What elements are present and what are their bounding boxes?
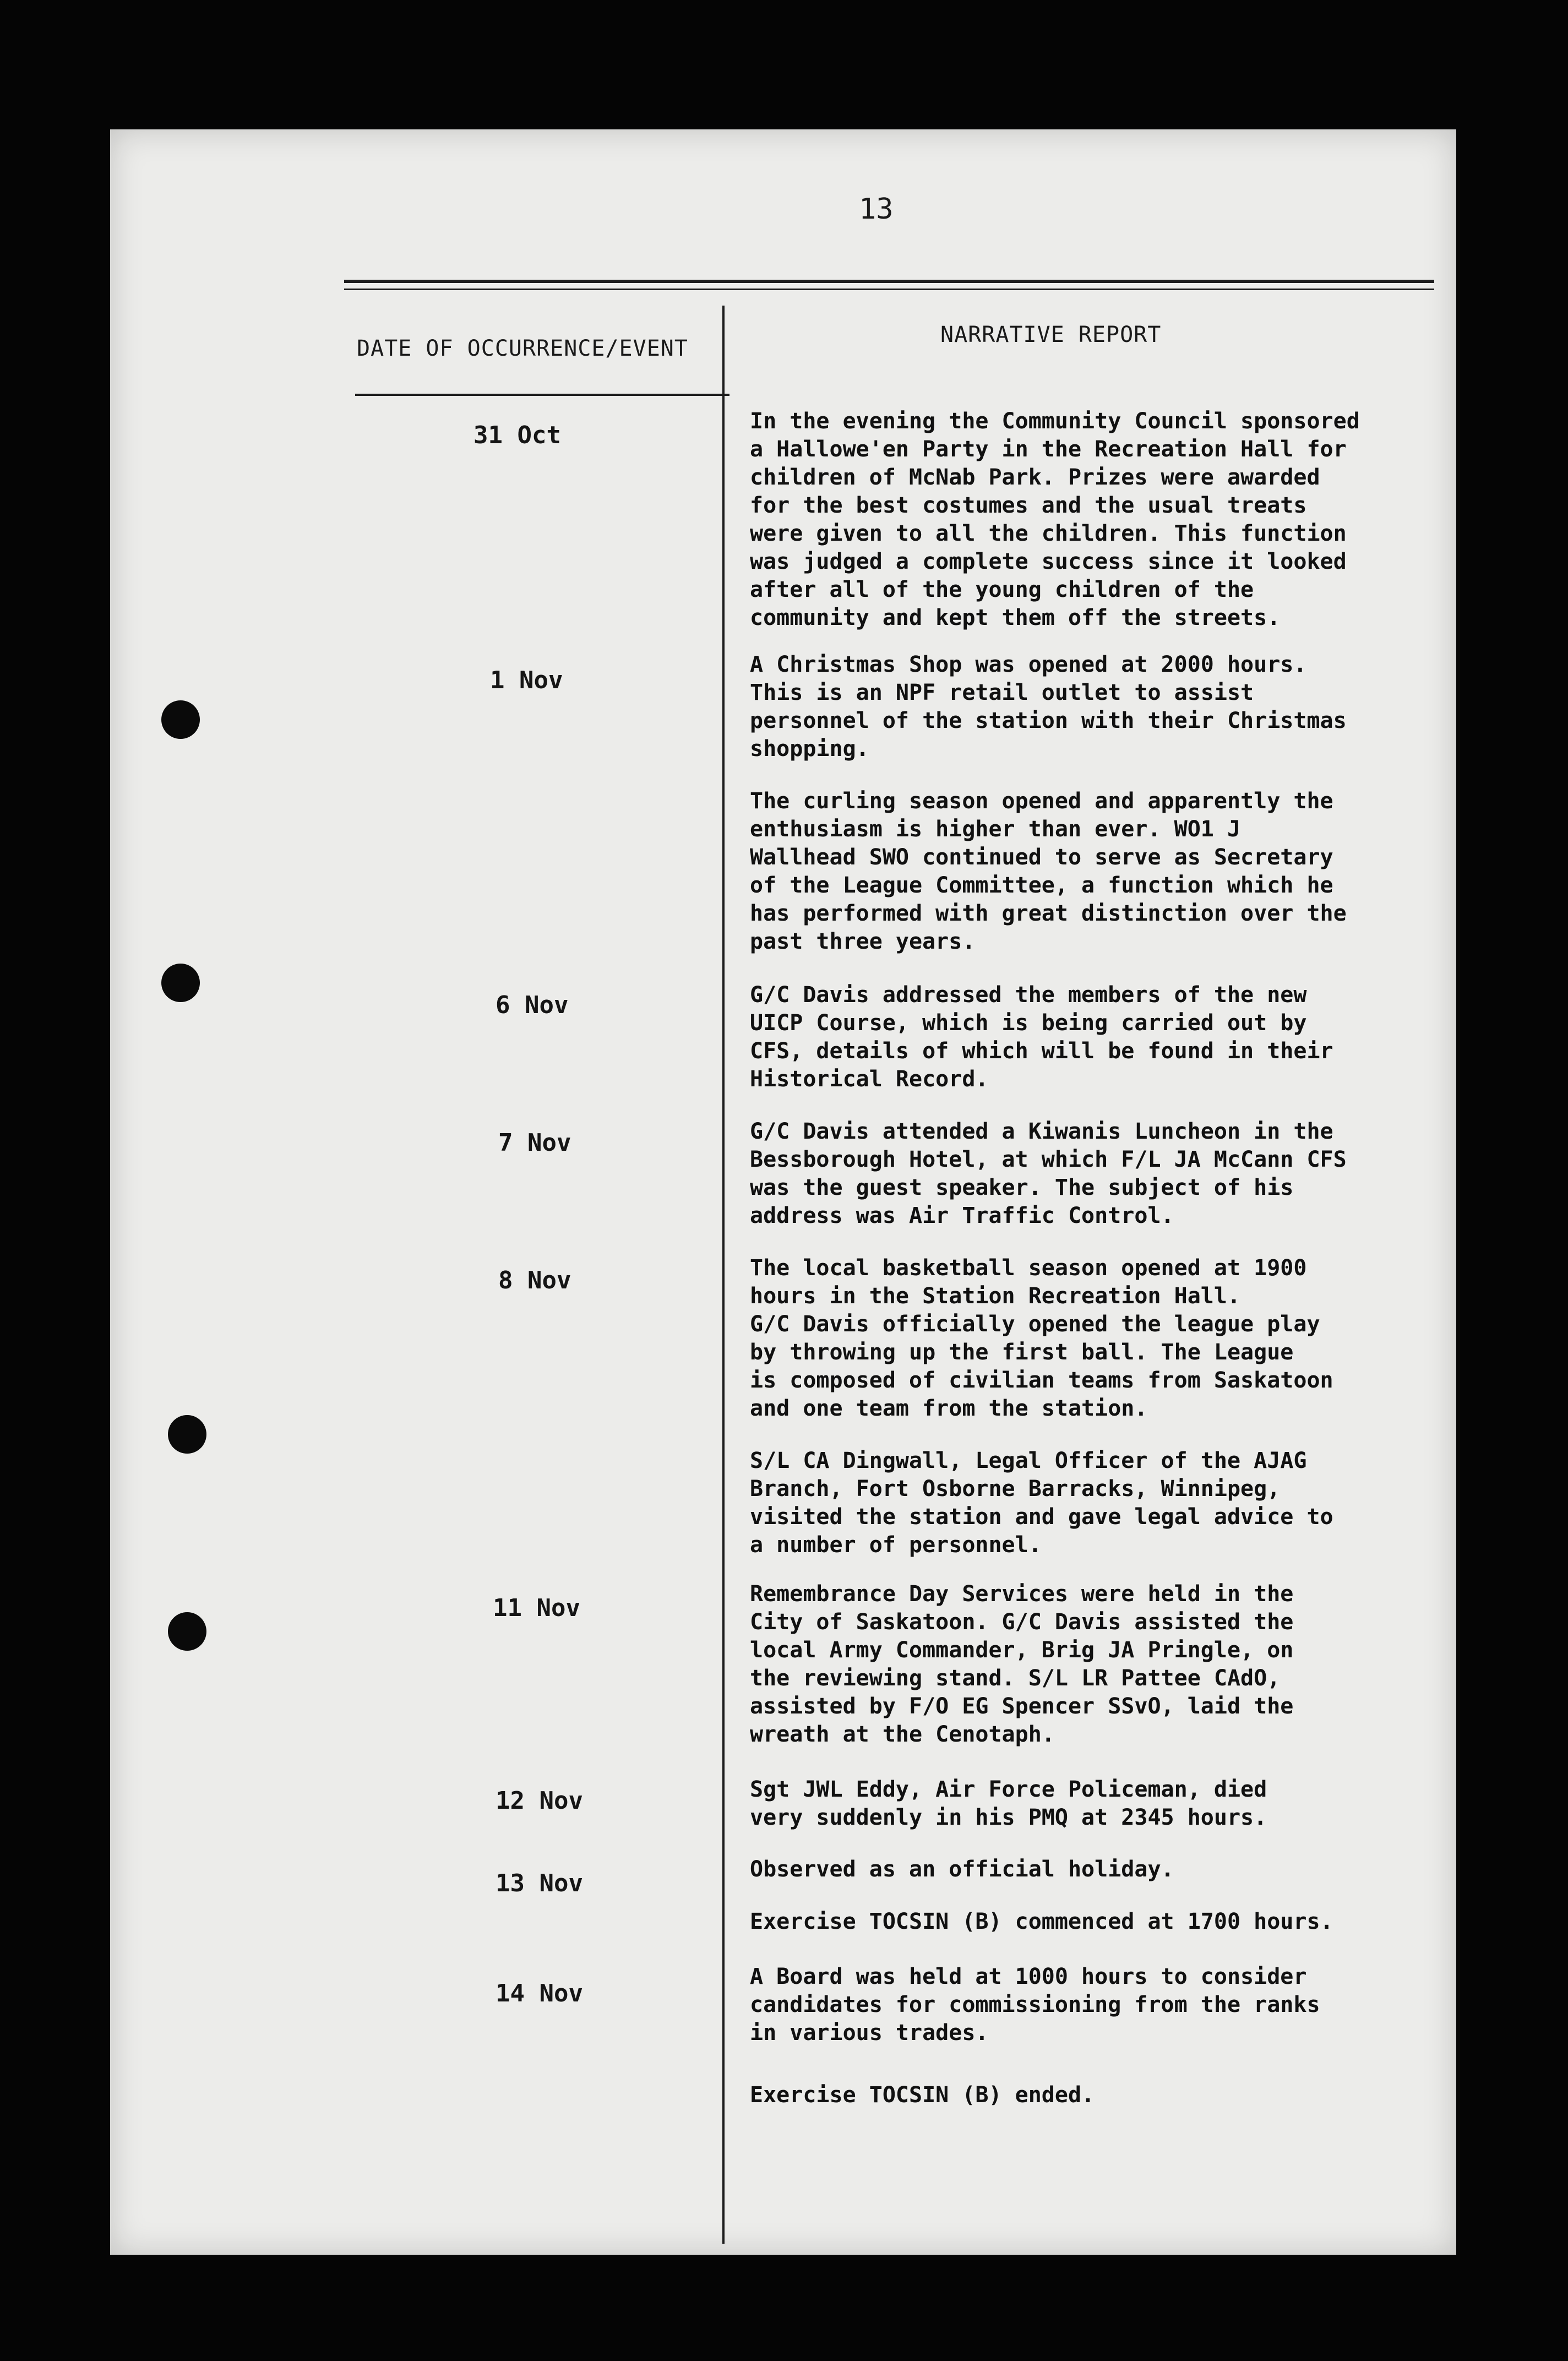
entry-date: 1 Nov (490, 666, 563, 694)
narrative-paragraph: Exercise TOCSIN (B) commenced at 1700 hours. (750, 1909, 1333, 1934)
entry-date: 8 Nov (498, 1266, 571, 1294)
entry-date: 14 Nov (496, 1979, 583, 2008)
table-top-rule (344, 280, 1434, 283)
page-number: 13 (859, 193, 894, 226)
header-bottom-rule (355, 394, 729, 396)
narrative-paragraph: Sgt JWL Eddy, Air Force Policeman, died very suddenly in his PMQ at 2345 hours. (750, 1777, 1267, 1830)
table-top-rule-thin (344, 289, 1434, 290)
entry-date: 31 Oct (473, 421, 561, 449)
entry-date: 12 Nov (496, 1787, 583, 1815)
narrative-paragraph: Remembrance Day Services were held in the City of Saskatoon. G/C Davis assisted the local Army Commander, Brig JA Pringle, on the reviewing stand. S/L LR Pattee CAdO, assisted by F/O EG Spencer SSvO, laid the wreath at the Cenotaph. (750, 1581, 1294, 1747)
narrative-paragraph: G/C Davis addressed the members of the new UICP Course, which is being carried out by CFS, details of which will be found in their Historical Record. (750, 982, 1333, 1092)
narrative-paragraph: G/C Davis attended a Kiwanis Luncheon in the Bessborough Hotel, at which F/L JA McCann CFS was the guest speaker. The subject of his address was Air Traffic Control. (750, 1119, 1347, 1228)
narrative-paragraph: In the evening the Community Council sponsored a Hallowe'en Party in the Recreation Hall for children of McNab Park. Prizes were awarded for the best costumes and the usual treats were given to all the children. This function was judged a complete success since it looked after all of the young children of the community and kept them off the streets. (750, 409, 1360, 630)
narrative-paragraph: A Christmas Shop was opened at 2000 hours. This is an NPF retail outlet to assist personnel of the station with their Christmas shopping. (750, 652, 1347, 761)
column-header-narrative: NARRATIVE REPORT (940, 322, 1162, 347)
narrative-paragraph: The local basketball season opened at 1900 hours in the Station Recreation Hall. G/C Davis officially opened the league play by throwing up the first ball. The League is composed of civilian teams from Saskatoon and one team from the station. (750, 1255, 1333, 1421)
entry-date: 11 Nov (493, 1594, 580, 1622)
punch-hole (168, 1415, 206, 1454)
narrative-paragraph: A Board was held at 1000 hours to consider candidates for commissioning from the ranks in various trades. (750, 1964, 1320, 2046)
punch-hole (168, 1612, 206, 1651)
narrative-paragraph: S/L CA Dingwall, Legal Officer of the AJAG Branch, Fort Osborne Barracks, Winnipeg, visited the station and gave legal advice to a number of personnel. (750, 1448, 1333, 1558)
entry-date: 13 Nov (496, 1869, 583, 1897)
punch-hole (161, 964, 200, 1002)
narrative-paragraph: The curling season opened and apparently the enthusiasm is higher than ever. WO1 J Wallhead SWO continued to serve as Secretary of the League Committee, a function which he has performed with great distinction over the past three years. (750, 788, 1347, 954)
narrative-paragraph: Observed as an official holiday. (750, 1857, 1174, 1882)
column-divider (722, 306, 725, 2244)
entry-date: 7 Nov (498, 1129, 571, 1157)
entry-date: 6 Nov (496, 991, 569, 1019)
punch-hole (161, 700, 200, 739)
narrative-paragraph: Exercise TOCSIN (B) ended. (750, 2082, 1095, 2108)
column-header-date: DATE OF OCCURRENCE/EVENT (357, 336, 688, 361)
